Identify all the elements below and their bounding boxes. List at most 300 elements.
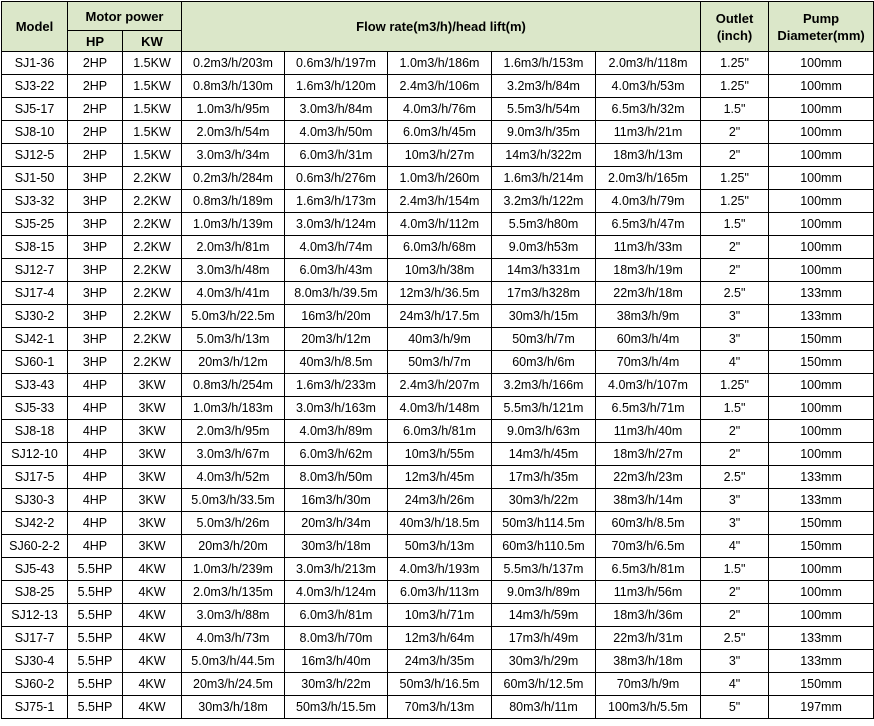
cell-flow-4: 17m3/h/35m (492, 466, 596, 489)
cell-flow-4: 50m3/h114.5m (492, 512, 596, 535)
cell-hp: 5.5HP (68, 696, 123, 719)
cell-diameter: 100mm (769, 443, 874, 466)
cell-flow-2: 30m3/h/18m (285, 535, 388, 558)
cell-flow-1: 1.0m3/h/239m (182, 558, 285, 581)
cell-flow-2: 50m3/h/15.5m (285, 696, 388, 719)
cell-kw: 3KW (123, 374, 182, 397)
cell-flow-5: 11m3/h/21m (596, 121, 701, 144)
cell-kw: 2.2KW (123, 213, 182, 236)
cell-flow-2: 4.0m3/h/124m (285, 581, 388, 604)
cell-flow-2: 3.0m3/h/124m (285, 213, 388, 236)
cell-flow-4: 60m3/h/12.5m (492, 673, 596, 696)
cell-diameter: 150mm (769, 512, 874, 535)
table-row (2, 558, 874, 581)
cell-kw: 3KW (123, 443, 182, 466)
cell-flow-4: 30m3/h/29m (492, 650, 596, 673)
cell-outlet: 3" (701, 489, 769, 512)
table-row (2, 98, 874, 121)
cell-outlet: 2" (701, 420, 769, 443)
cell-flow-5: 22m3/h/31m (596, 627, 701, 650)
cell-flow-1: 2.0m3/h/95m (182, 420, 285, 443)
cell-hp: 4HP (68, 420, 123, 443)
cell-diameter: 100mm (769, 558, 874, 581)
cell-kw: 4KW (123, 581, 182, 604)
cell-model: SJ12-13 (2, 604, 68, 627)
cell-flow-1: 0.8m3/h/130m (182, 75, 285, 98)
cell-kw: 2.2KW (123, 259, 182, 282)
cell-flow-1: 0.8m3/h/254m (182, 374, 285, 397)
cell-hp: 3HP (68, 236, 123, 259)
header-outlet-line1: Outlet (715, 10, 754, 26)
cell-flow-4: 14m3/h/59m (492, 604, 596, 627)
cell-flow-5: 11m3/h/40m (596, 420, 701, 443)
cell-kw: 1.5KW (123, 144, 182, 167)
cell-outlet: 1.25" (701, 167, 769, 190)
cell-flow-3: 24m3/h/26m (388, 489, 492, 512)
cell-flow-1: 30m3/h/18m (182, 696, 285, 719)
cell-flow-1: 5.0m3/h/22.5m (182, 305, 285, 328)
cell-flow-3: 50m3/h/16.5m (388, 673, 492, 696)
cell-kw: 2.2KW (123, 282, 182, 305)
cell-flow-3: 10m3/h/71m (388, 604, 492, 627)
header-pump-diameter (769, 2, 874, 52)
cell-hp: 5.5HP (68, 627, 123, 650)
cell-model: SJ5-33 (2, 397, 68, 420)
cell-flow-5: 22m3/h/18m (596, 282, 701, 305)
cell-flow-1: 3.0m3/h/67m (182, 443, 285, 466)
cell-outlet: 3" (701, 650, 769, 673)
cell-kw: 3KW (123, 535, 182, 558)
cell-kw: 4KW (123, 673, 182, 696)
cell-flow-2: 6.0m3/h/62m (285, 443, 388, 466)
cell-diameter: 150mm (769, 673, 874, 696)
cell-flow-3: 12m3/h/64m (388, 627, 492, 650)
cell-kw: 4KW (123, 650, 182, 673)
cell-hp: 3HP (68, 259, 123, 282)
cell-kw: 2.2KW (123, 351, 182, 374)
cell-flow-3: 1.0m3/h/186m (388, 52, 492, 75)
cell-hp: 2HP (68, 121, 123, 144)
cell-flow-4: 3.2m3/h/166m (492, 374, 596, 397)
cell-flow-2: 4.0m3/h/89m (285, 420, 388, 443)
cell-model: SJ8-18 (2, 420, 68, 443)
cell-hp: 5.5HP (68, 604, 123, 627)
cell-model: SJ3-22 (2, 75, 68, 98)
cell-outlet: 1.25" (701, 374, 769, 397)
cell-flow-3: 24m3/h/17.5m (388, 305, 492, 328)
header-kw: KW (123, 31, 182, 52)
cell-flow-5: 4.0m3/h/107m (596, 374, 701, 397)
cell-model: SJ8-25 (2, 581, 68, 604)
cell-flow-1: 0.8m3/h/189m (182, 190, 285, 213)
header-model: Model (2, 2, 68, 52)
cell-flow-3: 4.0m3/h/193m (388, 558, 492, 581)
cell-kw: 2.2KW (123, 190, 182, 213)
table-body (2, 52, 874, 719)
cell-kw: 1.5KW (123, 52, 182, 75)
table-row (2, 167, 874, 190)
cell-hp: 4HP (68, 374, 123, 397)
cell-flow-5: 38m3/h/18m (596, 650, 701, 673)
cell-diameter: 133mm (769, 466, 874, 489)
header-pump-line1: Pump (802, 10, 840, 26)
cell-flow-4: 14m3/h/45m (492, 443, 596, 466)
cell-model: SJ12-5 (2, 144, 68, 167)
cell-flow-5: 70m3/h/6.5m (596, 535, 701, 558)
cell-hp: 3HP (68, 351, 123, 374)
cell-model: SJ42-1 (2, 328, 68, 351)
cell-flow-4: 30m3/h/15m (492, 305, 596, 328)
cell-flow-2: 20m3/h/12m (285, 328, 388, 351)
cell-diameter: 100mm (769, 581, 874, 604)
cell-flow-3: 2.4m3/h/154m (388, 190, 492, 213)
cell-flow-2: 0.6m3/h/197m (285, 52, 388, 75)
cell-diameter: 133mm (769, 489, 874, 512)
cell-flow-1: 1.0m3/h/139m (182, 213, 285, 236)
table-row (2, 627, 874, 650)
cell-flow-3: 10m3/h/38m (388, 259, 492, 282)
header-outlet (701, 2, 769, 52)
cell-flow-4: 60m3/h/6m (492, 351, 596, 374)
cell-flow-4: 9.0m3/h/89m (492, 581, 596, 604)
cell-hp: 4HP (68, 489, 123, 512)
cell-flow-4: 14m3/h331m (492, 259, 596, 282)
cell-flow-5: 70m3/h/9m (596, 673, 701, 696)
cell-diameter: 100mm (769, 52, 874, 75)
cell-flow-4: 5.5m3/h/121m (492, 397, 596, 420)
cell-flow-3: 6.0m3/h/81m (388, 420, 492, 443)
cell-flow-2: 0.6m3/h/276m (285, 167, 388, 190)
cell-flow-2: 3.0m3/h/163m (285, 397, 388, 420)
cell-kw: 2.2KW (123, 305, 182, 328)
cell-model: SJ3-32 (2, 190, 68, 213)
cell-flow-3: 6.0m3/h/45m (388, 121, 492, 144)
cell-outlet: 4" (701, 673, 769, 696)
cell-flow-1: 0.2m3/h/284m (182, 167, 285, 190)
cell-flow-3: 2.4m3/h/207m (388, 374, 492, 397)
cell-flow-4: 17m3/h328m (492, 282, 596, 305)
cell-diameter: 133mm (769, 282, 874, 305)
cell-diameter: 100mm (769, 236, 874, 259)
cell-flow-5: 6.5m3/h/81m (596, 558, 701, 581)
cell-hp: 3HP (68, 328, 123, 351)
cell-outlet: 2.5" (701, 466, 769, 489)
cell-model: SJ60-2 (2, 673, 68, 696)
cell-flow-4: 1.6m3/h/214m (492, 167, 596, 190)
cell-hp: 3HP (68, 213, 123, 236)
cell-hp: 3HP (68, 305, 123, 328)
cell-flow-3: 40m3/h/9m (388, 328, 492, 351)
cell-model: SJ3-43 (2, 374, 68, 397)
cell-kw: 3KW (123, 397, 182, 420)
cell-flow-3: 70m3/h/13m (388, 696, 492, 719)
cell-kw: 4KW (123, 627, 182, 650)
cell-outlet: 1.25" (701, 75, 769, 98)
cell-hp: 2HP (68, 75, 123, 98)
cell-diameter: 150mm (769, 535, 874, 558)
table-row (2, 282, 874, 305)
table-row (2, 259, 874, 282)
cell-hp: 4HP (68, 535, 123, 558)
cell-flow-2: 8.0m3/h/70m (285, 627, 388, 650)
cell-kw: 3KW (123, 489, 182, 512)
cell-flow-5: 11m3/h/33m (596, 236, 701, 259)
table-row (2, 121, 874, 144)
cell-flow-2: 1.6m3/h/233m (285, 374, 388, 397)
cell-flow-4: 3.2m3/h/122m (492, 190, 596, 213)
cell-flow-5: 60m3/h/8.5m (596, 512, 701, 535)
cell-flow-2: 20m3/h/34m (285, 512, 388, 535)
cell-outlet: 2" (701, 236, 769, 259)
cell-flow-1: 3.0m3/h/48m (182, 259, 285, 282)
cell-flow-2: 1.6m3/h/173m (285, 190, 388, 213)
cell-outlet: 2.5" (701, 627, 769, 650)
cell-diameter: 100mm (769, 121, 874, 144)
cell-flow-5: 6.5m3/h/32m (596, 98, 701, 121)
cell-diameter: 133mm (769, 305, 874, 328)
cell-flow-3: 6.0m3/h/113m (388, 581, 492, 604)
cell-model: SJ12-7 (2, 259, 68, 282)
table-header (2, 2, 874, 52)
cell-outlet: 2" (701, 604, 769, 627)
cell-model: SJ12-10 (2, 443, 68, 466)
cell-flow-2: 4.0m3/h/74m (285, 236, 388, 259)
cell-model: SJ5-43 (2, 558, 68, 581)
table-row (2, 512, 874, 535)
cell-flow-5: 4.0m3/h/79m (596, 190, 701, 213)
cell-flow-2: 8.0m3/h/50m (285, 466, 388, 489)
table-row (2, 673, 874, 696)
cell-flow-3: 12m3/h/36.5m (388, 282, 492, 305)
table-row (2, 305, 874, 328)
cell-diameter: 100mm (769, 190, 874, 213)
header-motor-power: Motor power (68, 2, 182, 31)
cell-flow-5: 22m3/h/23m (596, 466, 701, 489)
cell-flow-1: 4.0m3/h/41m (182, 282, 285, 305)
cell-model: SJ30-2 (2, 305, 68, 328)
cell-kw: 1.5KW (123, 75, 182, 98)
cell-model: SJ17-4 (2, 282, 68, 305)
cell-flow-2: 6.0m3/h/31m (285, 144, 388, 167)
cell-hp: 5.5HP (68, 581, 123, 604)
cell-flow-3: 2.4m3/h/106m (388, 75, 492, 98)
cell-flow-3: 4.0m3/h/112m (388, 213, 492, 236)
cell-flow-5: 70m3/h/4m (596, 351, 701, 374)
cell-flow-3: 4.0m3/h/148m (388, 397, 492, 420)
cell-kw: 1.5KW (123, 98, 182, 121)
cell-diameter: 100mm (769, 167, 874, 190)
table-row (2, 213, 874, 236)
header-pump-line2: Diameter(mm) (777, 27, 865, 43)
cell-hp: 4HP (68, 466, 123, 489)
cell-flow-2: 8.0m3/h/39.5m (285, 282, 388, 305)
cell-flow-1: 1.0m3/h/183m (182, 397, 285, 420)
table-row (2, 443, 874, 466)
cell-hp: 5.5HP (68, 673, 123, 696)
cell-kw: 4KW (123, 696, 182, 719)
cell-model: SJ8-10 (2, 121, 68, 144)
cell-flow-4: 9.0m3/h/63m (492, 420, 596, 443)
table-row (2, 52, 874, 75)
cell-kw: 2.2KW (123, 167, 182, 190)
cell-flow-1: 2.0m3/h/135m (182, 581, 285, 604)
cell-outlet: 1.5" (701, 558, 769, 581)
cell-flow-2: 16m3/h/40m (285, 650, 388, 673)
cell-outlet: 2" (701, 443, 769, 466)
cell-diameter: 100mm (769, 420, 874, 443)
cell-flow-3: 4.0m3/h/76m (388, 98, 492, 121)
cell-flow-5: 38m3/h/9m (596, 305, 701, 328)
table-row (2, 535, 874, 558)
table-row (2, 397, 874, 420)
cell-kw: 4KW (123, 558, 182, 581)
cell-flow-2: 6.0m3/h/43m (285, 259, 388, 282)
table-row (2, 351, 874, 374)
cell-flow-4: 5.5m3/h/54m (492, 98, 596, 121)
cell-flow-3: 1.0m3/h/260m (388, 167, 492, 190)
cell-flow-1: 2.0m3/h/54m (182, 121, 285, 144)
cell-flow-1: 4.0m3/h/73m (182, 627, 285, 650)
cell-outlet: 2.5" (701, 282, 769, 305)
cell-flow-5: 11m3/h/56m (596, 581, 701, 604)
cell-flow-5: 100m3/h/5.5m (596, 696, 701, 719)
cell-flow-4: 9.0m3/h53m (492, 236, 596, 259)
cell-flow-4: 1.6m3/h/153m (492, 52, 596, 75)
cell-kw: 3KW (123, 466, 182, 489)
cell-hp: 2HP (68, 52, 123, 75)
cell-outlet: 3" (701, 305, 769, 328)
cell-outlet: 5" (701, 696, 769, 719)
cell-flow-2: 16m3/h/20m (285, 305, 388, 328)
cell-flow-3: 6.0m3/h/68m (388, 236, 492, 259)
cell-hp: 2HP (68, 98, 123, 121)
table-row (2, 236, 874, 259)
cell-kw: 1.5KW (123, 121, 182, 144)
cell-diameter: 133mm (769, 650, 874, 673)
cell-outlet: 1.25" (701, 190, 769, 213)
cell-outlet: 2" (701, 259, 769, 282)
cell-flow-4: 80m3/h/11m (492, 696, 596, 719)
cell-model: SJ75-1 (2, 696, 68, 719)
cell-model: SJ30-4 (2, 650, 68, 673)
cell-diameter: 100mm (769, 604, 874, 627)
cell-outlet: 1.5" (701, 98, 769, 121)
table-row (2, 328, 874, 351)
cell-diameter: 197mm (769, 696, 874, 719)
cell-diameter: 150mm (769, 328, 874, 351)
cell-flow-5: 18m3/h/27m (596, 443, 701, 466)
cell-flow-5: 4.0m3/h/53m (596, 75, 701, 98)
cell-flow-1: 1.0m3/h/95m (182, 98, 285, 121)
cell-flow-5: 18m3/h/19m (596, 259, 701, 282)
cell-flow-2: 4.0m3/h/50m (285, 121, 388, 144)
cell-diameter: 100mm (769, 213, 874, 236)
cell-diameter: 150mm (769, 351, 874, 374)
cell-outlet: 2" (701, 581, 769, 604)
cell-flow-5: 2.0m3/h/118m (596, 52, 701, 75)
cell-model: SJ30-3 (2, 489, 68, 512)
cell-hp: 2HP (68, 144, 123, 167)
cell-kw: 3KW (123, 420, 182, 443)
cell-flow-4: 14m3/h/322m (492, 144, 596, 167)
table-row (2, 144, 874, 167)
cell-hp: 4HP (68, 512, 123, 535)
cell-flow-3: 50m3/h/7m (388, 351, 492, 374)
cell-outlet: 1.25" (701, 52, 769, 75)
table-row (2, 190, 874, 213)
cell-flow-1: 3.0m3/h/34m (182, 144, 285, 167)
cell-flow-1: 20m3/h/20m (182, 535, 285, 558)
cell-flow-2: 3.0m3/h/213m (285, 558, 388, 581)
cell-model: SJ5-25 (2, 213, 68, 236)
cell-hp: 5.5HP (68, 650, 123, 673)
table-row (2, 696, 874, 719)
cell-model: SJ42-2 (2, 512, 68, 535)
cell-flow-5: 18m3/h/13m (596, 144, 701, 167)
table-row (2, 489, 874, 512)
cell-kw: 3KW (123, 512, 182, 535)
cell-flow-1: 0.2m3/h/203m (182, 52, 285, 75)
cell-flow-4: 3.2m3/h/84m (492, 75, 596, 98)
cell-flow-2: 6.0m3/h/81m (285, 604, 388, 627)
cell-flow-1: 4.0m3/h/52m (182, 466, 285, 489)
header-hp: HP (68, 31, 123, 52)
cell-flow-5: 6.5m3/h/71m (596, 397, 701, 420)
cell-hp: 5.5HP (68, 558, 123, 581)
table-row (2, 604, 874, 627)
cell-diameter: 100mm (769, 397, 874, 420)
cell-hp: 4HP (68, 397, 123, 420)
cell-flow-4: 9.0m3/h/35m (492, 121, 596, 144)
cell-flow-5: 60m3/h/4m (596, 328, 701, 351)
cell-diameter: 100mm (769, 75, 874, 98)
cell-flow-3: 50m3/h/13m (388, 535, 492, 558)
cell-model: SJ8-15 (2, 236, 68, 259)
cell-flow-3: 12m3/h/45m (388, 466, 492, 489)
cell-flow-4: 17m3/h/49m (492, 627, 596, 650)
table-row (2, 420, 874, 443)
cell-outlet: 3" (701, 512, 769, 535)
cell-diameter: 100mm (769, 374, 874, 397)
cell-flow-4: 5.5m3/h/137m (492, 558, 596, 581)
cell-flow-2: 1.6m3/h/120m (285, 75, 388, 98)
table-row (2, 374, 874, 397)
cell-model: SJ1-36 (2, 52, 68, 75)
cell-hp: 3HP (68, 190, 123, 213)
table-row (2, 75, 874, 98)
cell-model: SJ5-17 (2, 98, 68, 121)
cell-flow-1: 3.0m3/h/88m (182, 604, 285, 627)
cell-diameter: 133mm (769, 627, 874, 650)
cell-diameter: 100mm (769, 259, 874, 282)
cell-flow-1: 5.0m3/h/13m (182, 328, 285, 351)
cell-flow-5: 18m3/h/36m (596, 604, 701, 627)
cell-flow-2: 3.0m3/h/84m (285, 98, 388, 121)
cell-flow-5: 6.5m3/h/47m (596, 213, 701, 236)
cell-flow-1: 20m3/h/12m (182, 351, 285, 374)
cell-flow-1: 5.0m3/h/26m (182, 512, 285, 535)
cell-flow-1: 20m3/h/24.5m (182, 673, 285, 696)
table-row (2, 581, 874, 604)
cell-flow-1: 5.0m3/h/33.5m (182, 489, 285, 512)
pump-spec-table (1, 1, 874, 719)
cell-hp: 4HP (68, 443, 123, 466)
table-row (2, 466, 874, 489)
cell-flow-4: 50m3/h/7m (492, 328, 596, 351)
cell-flow-2: 30m3/h/22m (285, 673, 388, 696)
cell-diameter: 100mm (769, 144, 874, 167)
cell-flow-3: 10m3/h/27m (388, 144, 492, 167)
